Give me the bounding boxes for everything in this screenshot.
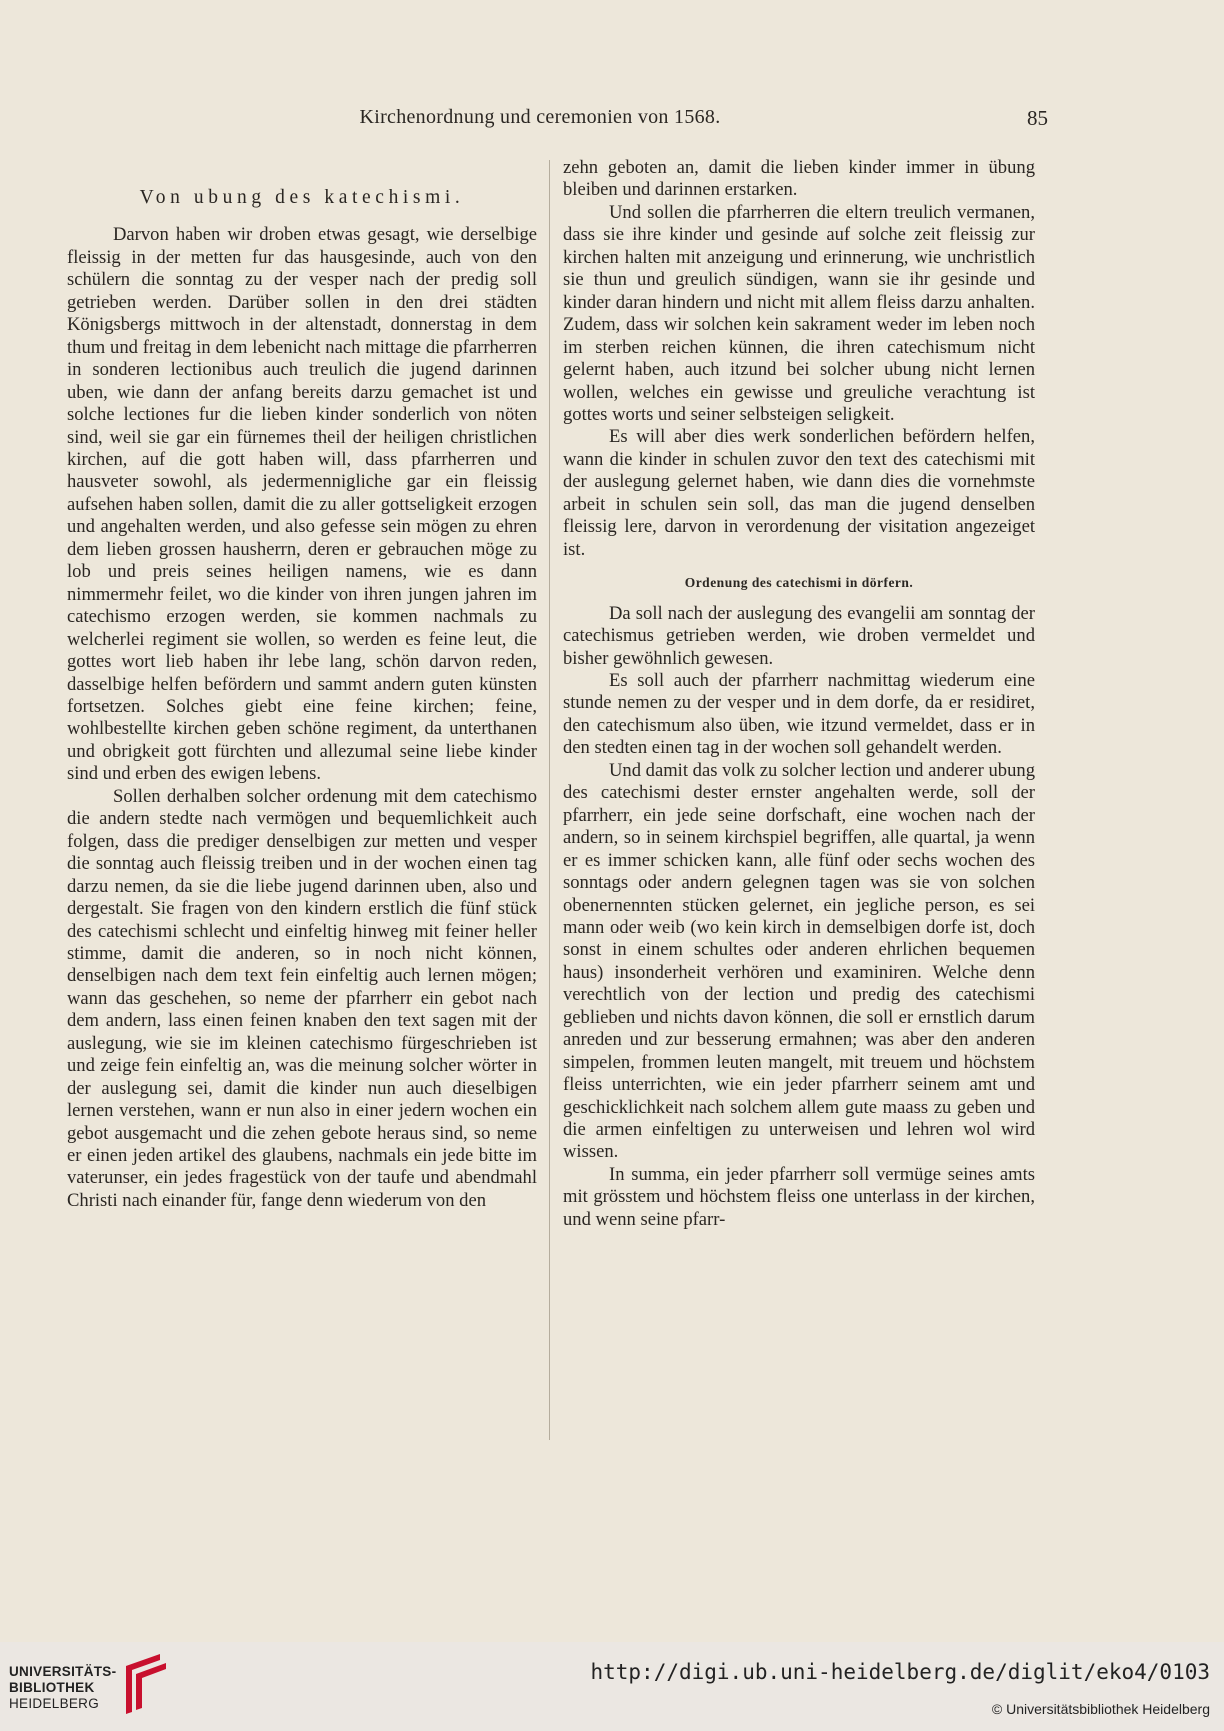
- library-name-line3: HEIDELBERG: [9, 1696, 100, 1711]
- footer-bar: [0, 1642, 1224, 1731]
- paragraph: Da soll nach der auslegung des evangelii am sonntag der catechismus getrieben werden, wie droben vermeldet und bisher gewöhnlich gewesen.: [563, 602, 1035, 669]
- permalink-url[interactable]: http://digi.ub.uni-heidelberg.de/diglit/eko4/0103: [590, 1660, 1210, 1684]
- left-column: [67, 157, 537, 1212]
- library-logo-icon: [120, 1650, 172, 1720]
- library-name-line1: UNIVERSITÄTS-: [9, 1664, 117, 1679]
- paragraph: Und sollen die pfarrherren die eltern treulich vermanen, dass sie ihre kinder und gesinde auf solche zeit fleissig zur kirchen halten mit anzeigung und erinnerung, wie unchristlich sie thun und greulich sündigen, wann sie ihr gesinde und kinder daran hindern und nicht mit allem fleiss darzu anhalten. Zudem, dass wir solchen kein sakrament weder im leben noch im sterben reichen künnen, die ihren catechismum nicht gelernt haben, auch itzund bei solcher ubung nicht lernen wollen, welches ein gewisse und greuliche verachtung ist gottes worts und seiner selbsteigen seligkeit.: [563, 201, 1035, 425]
- paragraph: In summa, ein jeder pfarrherr soll vermüge seines amts mit grösstem und höchstem fleiss one unterlass in der kirchen, und wenn seine pfarr-: [563, 1163, 1035, 1230]
- paragraph: Und damit das volk zu solcher lection und anderer ubung des catechismi dester ernster angehalten werde, soll der pfarrherr, ein jede seine dorfschaft, eine wochen nach der andern, so in seinem kirchspiel begriffen, alle quartal, ja wenn er es immer schicken kann, alle fünf oder sechs wochen des sonntags oder andern gelegnen tagen was sie von solchen obenernennten stücken gelernet, ein jegliche person, es sei mann oder weib (wo kein kirch in demselbigen dorfe ist, doch sonst in einem schultes oder anderen ehrlichen bequemen haus) insonderheit verhören und examiniren. Welche denn verechtlich von der lection und predig des catechismi geblieben und nichts davon können, die soll er ernstlich darum anreden und zur besserung ermahnen; was aber den anderen simpelen, frommen leuten mangelt, mit treuem und höchstem fleiss unterrichten, wie ein jeder pfarrherr seinem amt und geschicklichkeit nach solchem allem gute maass zu geben und die armen einfeltigen zu unterweisen und lehren wol wird wissen.: [563, 759, 1035, 1163]
- paragraph: Es will aber dies werk sonderlichen befördern helfen, wann die kinder in schulen zuvor den text des catechismi mit der auslegung gelernet haben, wie dann dies die vornehmste arbeit in schulen sein soll, das man die jugend denselben fleissig lere, darvon in verordenung der visitation angezeiget ist.: [563, 426, 1035, 560]
- copyright-notice: © Universitätsbibliothek Heidelberg: [991, 1701, 1210, 1717]
- paragraph: Darvon haben wir droben etwas gesagt, wie derselbige fleissig in der metten fur das hausgesinde, auch von den schülern die sonntag zu der vesper nach der predig soll getrieben werden. Darüber sollen in den drei städten Königsbergs mittwoch in der altenstadt, donnerstag in dem thum und freitag in dem lebenicht nach mittage die pfarrherren in sonderen lectionibus auch treulich die jugend darinnen uben, wie dann der anfang bereits darzu gemachet ist und solche lectiones fur die lieben kinder sonderlich von nöten sind, weil sie gar ein fürnemes theil der heiligen christlichen kirchen, auf die gott haben will, dass pfarrherren und hausveter sowohl, als jedermennigliche gar ein fleissig aufsehen haben sollen, damit die zu aller gottseligkeit erzogen und angehalten werden, und also gefesse sein mögen zu ehren dem lieben grossen hausherrn, deren er gebrauchen möge zu lob und preis seines heiligen namens, wie es dann nimmermehr feilet, wo die kinder von ihren jungen jahren im catechismo erzogen werden, sie kommen nachmals zu welcherlei regiment sie wollen, so werden es feine leut, die gottes wort lieb haben ihr lebe lang, schön darvon reden, dasselbige helfen befördern und sammt andern guten künsten fortsetzen. Solches giebt eine feine kirchen; feine, wohlbestellte kirchen geben schöne regiment, da unterthanen und obrigkeit gott fürchten und allezumal seine liebe kinder sind und erben des ewigen lebens.: [67, 224, 537, 785]
- paragraph: zehn geboten an, damit die lieben kinder immer in übung bleiben und darinnen erstarken.: [563, 157, 1035, 201]
- running-title: Kirchenordnung und ceremonien von 1568.: [359, 106, 721, 128]
- paragraph: Es soll auch der pfarrherr nachmittag wiederum eine stunde nemen zu der vesper und in dem dorfe, da er residiret, den catechismum also üben, wie itzund vermeldet, dass er in den stedten einen tag in der wochen soll gehandelt werden.: [563, 669, 1035, 759]
- paragraph: Sollen derhalben solcher ordenung mit dem catechismo die andern stedte nach vermögen und bequemlichkeit auch folgen, dass die prediger denselbigen zur metten und vesper die sonntag auch fleissig treiben und in der wochen einen tag darzu nemen, da sie die liebe jugend darinnen uben, also und dergestalt. Sie fragen von den kindern erstlich die fünf stück des catechismi schlecht und einfeltig hinweg mit feiner heller stimme, damit die anderen, so in noch nicht können, denselbigen nach dem text fein einfeltig auch lernen mögen; wann das geschehen, so neme der pfarrherr ein gebot nach dem andern, lass einen feinen knaben den text sagen mit der auslegung, wie sie im kleinen catechismo fürgeschrieben ist und zeige fein einfeltig an, was die meinung solcher wörter in der auslegung sei, damit die kinder nun auch dieselbigen lernen verstehen, wann er nun also in einer jedern wochen ein gebot ausgemacht und die zehen gebote heraus sind, so neme er einen jeden artikel des glaubens, nachmals ein jede bitte im vaterunser, ein jedes fragestück von der taufe und abendmahl Christi nach einander für, fange denn wiederum von den: [67, 785, 537, 1211]
- page-number: 85: [1027, 106, 1048, 130]
- column-divider: [549, 160, 550, 1440]
- section-heading: Von ubung des katechismi.: [139, 187, 465, 208]
- subsection-heading: Ordenung des catechismi in dörfern.: [684, 575, 914, 591]
- library-name-line2: BIBLIOTHEK: [9, 1680, 95, 1695]
- right-column: [563, 157, 1035, 1231]
- library-name[interactable]: [9, 1664, 116, 1712]
